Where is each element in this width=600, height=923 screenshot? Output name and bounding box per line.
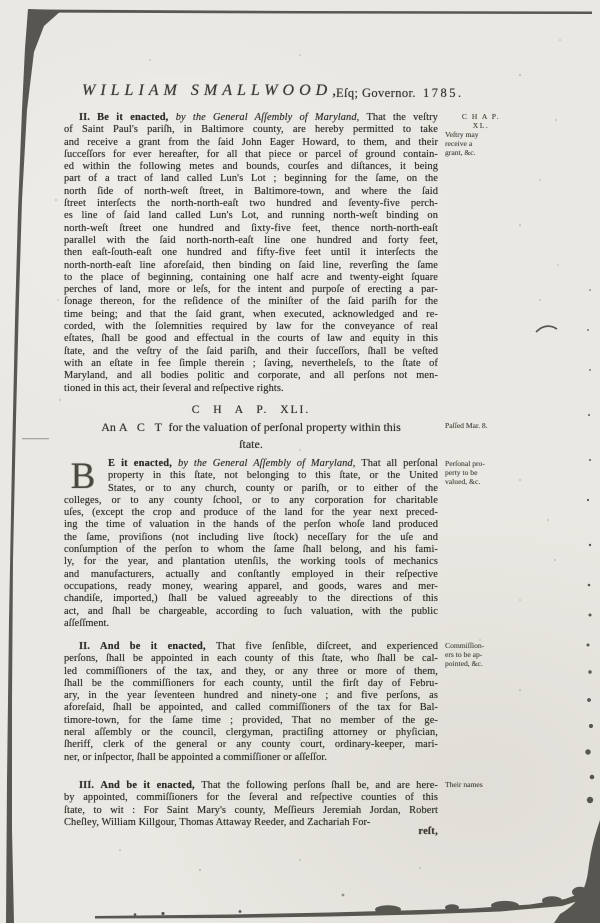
text-line: then eaſt-ſouth-eaſt one hundred and fifty-five feet until it interſects the: [64, 247, 438, 259]
paragraph-lines: [64, 792, 438, 829]
margin-note-chap-label: C H A P.: [461, 112, 501, 121]
text-line: Maryland, and all bodies politic and corporate, and all perſons not men-: [64, 370, 438, 382]
paragraph-lines: [64, 470, 438, 630]
paragraph-xli-sec2: [64, 641, 438, 764]
paragraph-lines: [64, 124, 438, 395]
text-line: receive a: [445, 139, 473, 148]
text-line: States, or to any church, county or pariſh, or to either of the: [108, 482, 438, 494]
text-line: neral aſſembly or the council, clergyman, practiſing attorney or phyſician,: [64, 727, 438, 739]
text-line: ſonage thereon, for the reſidence of the miniſter of the ſaid pariſh for the: [64, 296, 438, 308]
section-number: III.: [79, 780, 101, 791]
paragraph-lead-line: [64, 641, 438, 653]
text-line: with an eſtate in fee ſimple therein ; ſaving, nevertheleſs, to the ſtate of: [64, 357, 438, 369]
text-line: corded, with the ſolemnities required by law for the conveyance of real: [64, 321, 438, 333]
chapter-xli-heading: C H A P. XLI.: [191, 404, 311, 416]
margin-note-chap-number: XL.: [472, 121, 490, 130]
catchword: reſt,: [418, 826, 438, 837]
act-title-an: An: [101, 420, 119, 434]
text-line: ſtreet interſects the north-north-eaſt two hundred and ſeventy-five perch-: [64, 198, 438, 210]
margin-note-passed-date: Paſſed Mar. 8.: [445, 421, 488, 430]
paragraph-xli-sec3: [64, 780, 438, 829]
text-line: ers to be ap-: [445, 650, 483, 659]
text-line: ary, in the year ſeventeen hundred and ninety-one ; and five perſons, as: [64, 690, 438, 702]
lead-rest: That the veſtry: [366, 112, 438, 123]
page-header-governor-name: WILLIAM SMALLWOOD,: [82, 82, 342, 99]
section-number: II.: [79, 641, 101, 652]
text-line: ly, for the year, and plantation utenſils, the working tools of mechanics: [64, 556, 438, 568]
text-line: uſes, (except the crop and produce of the land for the year next preced-: [64, 507, 438, 519]
text-line: Veſtry may: [445, 130, 479, 139]
text-line: Their names: [445, 780, 483, 789]
text-line: north-weſt ſtreet one hundred and ſixty-five feet, thence north-north-eaſt: [64, 222, 438, 234]
assembly-phrase: by the General Aſſembly of Maryland,: [175, 112, 367, 123]
text-line: es line of ſaid land called Lun's Lot, and running north-weſt binding on: [64, 210, 438, 222]
text-line: perches of land, more or leſs, for the intent and purpoſe of erecting a par-: [64, 284, 438, 296]
text-line: occupations, ready money, wearing apparel, and goods, wares and mer-: [64, 580, 438, 592]
text-line: ſtate, and the veſtry of the ſaid pariſh, and their ſucceſſors, ſhall be veſted: [64, 345, 438, 357]
enacting-phrase: Be it enacted,: [97, 112, 176, 123]
text-line: aforeſaid, ſhall be appointed, and called commiſſioners of the tax for Bal-: [64, 702, 438, 714]
text-line: aſſeſſment.: [64, 617, 110, 629]
text-line: act, and ſhall be chargeable, according to ſuch valuation, with the public: [64, 605, 438, 617]
page-header-governor-title: Eſq; Governor.: [336, 86, 416, 100]
lead-rest: That the following perſons ſhall be, and are here-: [201, 780, 438, 791]
enacting-phrase: E it enacted,: [108, 458, 179, 469]
text-line: timore-town, for the ſame time ; provided, That no member of the ge-: [64, 714, 438, 726]
text-line: and receive a grant from the ſaid John Eager Howard, to them, and their: [64, 136, 438, 148]
margin-note-commissioners: [445, 641, 517, 668]
text-line: north-north-eaſt line aforeſaid, then binding on ſaid line, reverſing the ſame: [64, 259, 438, 271]
text-line: and manufacturers, actually and conſtantly employed in their reſpective: [64, 568, 438, 580]
enacting-phrase: And be it enacted,: [100, 641, 216, 652]
paragraph-lead-line: [108, 458, 438, 470]
paragraph-lines: [64, 653, 438, 764]
text-line: Cheſley, William Killgour, Thomas Attaway Reeder, and Zachariah For-: [64, 816, 371, 828]
text-line: colleges, or to any county ſchool, or to any corporation for charitable: [64, 494, 438, 506]
text-line: by appointed, commiſſioners for the ſeveral and reſpective counties of this: [64, 792, 438, 804]
lead-rest: That all perſonal: [361, 458, 438, 469]
text-line: grant, &c.: [445, 148, 476, 157]
text-line: perty to be: [445, 468, 478, 477]
text-line: tioned in this act, their ſeveral and reſpective rights.: [64, 382, 284, 394]
text-line: valued, &c.: [445, 477, 481, 486]
text-line: led commiſſioners of the tax, and they, or any three or more of them,: [64, 665, 438, 677]
text-line: ſheriff, clerk of the general or any county court, ordinary-keeper, mari-: [64, 739, 438, 751]
text-line: part of a tract of land called Lun's Lot ; beginning for the ſame, on the: [64, 173, 438, 185]
lead-rest: That five ſenſible, diſcreet, and experienced: [215, 641, 438, 652]
page-header-year: 1785.: [423, 86, 464, 100]
text-line: ſtate, to wit : For Saint Mary's county, Meſſieurs Jeremiah Jordan, Robert: [64, 804, 438, 816]
assembly-phrase: by the General Aſſembly of Maryland,: [178, 458, 362, 469]
act-title-line1: [64, 420, 438, 435]
text-line: to the place of beginning, containing one half acre and twenty-eight ſquare: [64, 271, 438, 283]
margin-note-personal-property: [445, 459, 517, 486]
text-line: ing the time of valuation in the hands of the perſon whoſe land produced: [64, 519, 438, 531]
text-line: Perſonal pro-: [445, 459, 485, 468]
text-line: pointed, &c.: [445, 659, 483, 668]
text-line: property in this ſtate, not belonging to this ſtate, or the United: [108, 470, 438, 482]
text-line: conſumption of the perſon to whom the ſame ſhall belong, and his fami-: [64, 544, 438, 556]
act-title-line2: ſtate.: [239, 437, 263, 451]
text-line: time being; and that the ſaid grant, when executed, acknowledged and re-: [64, 308, 438, 320]
margin-note-their-names: [445, 780, 517, 789]
text-line: eſtates, ſhall be good and effectual in the courts of law and equity in this: [64, 333, 438, 345]
paragraph-chap-xl-sec2: [64, 112, 438, 395]
section-number: II.: [79, 112, 98, 123]
margin-note-chap-xl: [445, 112, 517, 157]
act-title-word: A C T: [118, 420, 166, 434]
paragraph-lead-line: [64, 780, 438, 792]
text-line: perſons, ſhall be appointed in each county of this ſtate, who ſhall be cal-: [64, 653, 438, 665]
drop-cap-initial: B: [70, 456, 96, 497]
text-line: parallel with the ſaid north-north-eaſt line one hundred and forty feet,: [64, 234, 438, 246]
paragraph-xli-sec1: [64, 458, 438, 630]
margin-note-text: [445, 130, 517, 157]
enacting-phrase: And be it enacted,: [100, 780, 202, 791]
text-line: ed within the following metes and bounds, courſes and diſtances, it being: [64, 161, 438, 173]
text-line: north ſide of north-weſt ſtreet, in Baltimore-town, and where the ſaid: [64, 185, 438, 197]
text-line: the ſame, proviſions (not including live ſtock) neceſſary for the uſe and: [64, 531, 438, 543]
text-line: ſhall be the commiſſioners for each county, until the firſt day of Febru-: [64, 677, 438, 689]
act-title-rest: for the valuation of perſonal property within this: [165, 420, 401, 434]
text-line: ner, or inſpector, ſhall be appointed a commiſſioner or aſſeſſor.: [64, 751, 328, 763]
text-line: ſucceſſors for ever hereafter, for all that piece or parcel of ground contain-: [64, 148, 438, 160]
text-line: Commiſſion-: [445, 641, 485, 650]
text-line: chandiſe, imported,) ſhall be valued agreeably to the directions of this: [64, 593, 438, 605]
paragraph-lead-line: [64, 112, 438, 124]
text-line: of Saint Paul's pariſh, in Baltimore county, are hereby permitted to take: [64, 124, 438, 136]
